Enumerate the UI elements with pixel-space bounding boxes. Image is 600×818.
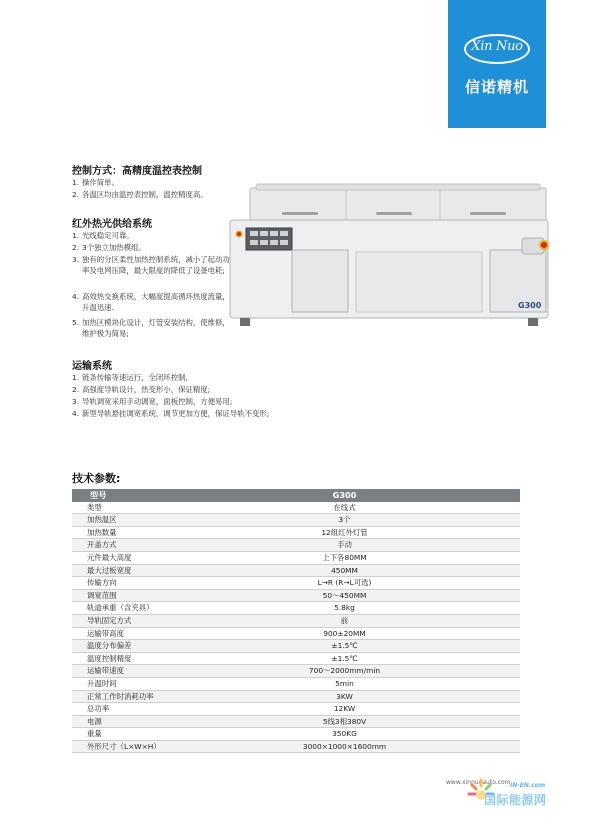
table-row (72, 728, 520, 741)
spec-value: 3个 (338, 515, 351, 525)
table-row (72, 565, 520, 578)
spec-table (72, 489, 520, 753)
table-row (72, 741, 520, 754)
list-item: 2. 各温区均由温控表控制，温控精度高。 (72, 190, 208, 199)
spec-label: 重量 (87, 729, 102, 739)
table-row (72, 602, 520, 615)
spec-value: 12组红外灯管 (321, 527, 368, 537)
spec-value: 前 (340, 615, 349, 625)
table-row (72, 628, 520, 641)
table-row (72, 552, 520, 565)
list-item: 3. 独有的分区柔性加热控制系统，减小了起动功率及电网压降，最大限度的降低了设备电耗; (72, 255, 230, 276)
spec-label: 开盖方式 (87, 540, 117, 550)
spec-label: 温度分布偏差 (87, 641, 132, 651)
watermark-en: IN-EN.com (510, 782, 546, 789)
list-item: 1. 操作简单。 (72, 178, 119, 187)
spec-value: 350KG (332, 729, 357, 739)
spec-value: 5min (335, 678, 354, 688)
spec-value: 在线式 (333, 502, 356, 512)
section-title-transport: 运输系统 (72, 361, 112, 372)
spec-value: 手动 (337, 540, 352, 550)
spec-value: 450MM (331, 565, 358, 575)
spec-value: ±1.5℃ (331, 641, 358, 651)
table-row (72, 640, 520, 653)
table-row (72, 502, 520, 515)
list-item: 3. 导轨调宽采用手动调宽，面板控制，方便易用; (72, 397, 233, 406)
spec-label: 导轨固定方式 (87, 615, 132, 625)
list-item: 4. 新型导轨悬挂调宽系统，调节更加方便，保证导轨不变形; (72, 409, 270, 418)
table-row (72, 615, 520, 628)
table-row (72, 703, 520, 716)
footer-url: www.xinnuoauto.com (446, 779, 511, 786)
brand-logo (448, 0, 546, 128)
section-title-control: 控制方式：高精度温控表控制 (72, 166, 202, 177)
list-item: 4. 高效热交换系统，大幅度提高循环热度流量，升温迅速. (72, 292, 230, 313)
table-row (72, 514, 520, 527)
table-row (72, 691, 520, 704)
machine-photo (222, 182, 564, 330)
table-row (72, 653, 520, 666)
spec-label: 电源 (87, 716, 102, 726)
spec-value: 5.8kg (334, 603, 355, 613)
spec-label: 总功率 (87, 704, 110, 714)
spec-label: 轨道承重（含夹具） (87, 603, 154, 613)
list-item: 2. 高强度导轨设计，热变形小，保证精度; (72, 385, 211, 394)
spec-label: 升温时间 (87, 678, 117, 688)
spec-label: 调宽范围 (87, 590, 117, 600)
spec-label: 运输带速度 (87, 666, 124, 676)
spec-value: L→R (R→L可选) (317, 578, 372, 588)
table-row (72, 577, 520, 590)
machine-model-label: G300 (518, 301, 542, 310)
spec-value: 50～450MM (322, 590, 367, 600)
table-row (72, 678, 520, 691)
list-item: 2. 3个独立加热模组。 (72, 243, 146, 252)
table-row (72, 539, 520, 552)
spec-label: 类型 (87, 502, 102, 512)
spec-value: 3KW (336, 691, 353, 701)
spec-value: 12KW (333, 704, 356, 714)
table-row (72, 716, 520, 729)
brand-name-en: Xin Nuo (471, 39, 523, 54)
spec-label: 外形尺寸（L×W×H） (87, 741, 161, 751)
spec-value: 上下各80MM (322, 552, 367, 562)
spec-label: 最大过板宽度 (87, 565, 132, 575)
spec-label: 正常工作时消耗功率 (87, 691, 154, 701)
table-row (72, 590, 520, 603)
spec-label: 加热温区 (87, 515, 117, 525)
spec-value: 900±20MM (323, 628, 366, 638)
list-item: 5. 加热区模块化设计，灯管安装结构，使维修，维护极为简易; (72, 318, 230, 339)
list-item: 1. 链条传输等速运行，全闭环控制, (72, 373, 188, 382)
spec-value: 5线3相380V (322, 716, 367, 726)
spec-label: 加热数量 (87, 527, 117, 537)
spec-label: 元件最大高度 (87, 552, 132, 562)
section-title-infrared: 红外热光供给系统 (72, 219, 152, 230)
list-item: 1. 光线稳定可靠。 (72, 231, 134, 240)
spec-value: ±1.5℃ (331, 653, 358, 663)
spec-label: 传输方向 (87, 578, 117, 588)
spec-header-row: 型号 G300 (72, 489, 520, 502)
brand-name-cn: 信诺精机 (464, 78, 529, 96)
spec-label: 温度控制精度 (87, 653, 132, 663)
spec-value: 3000×1000×1600mm (302, 741, 387, 751)
table-row (72, 665, 520, 678)
spec-label: 运输带高度 (87, 628, 124, 638)
spec-title: 技术参数: (72, 472, 121, 485)
table-row (72, 527, 520, 540)
watermark-cn: 国际能源网 (484, 793, 547, 807)
spec-value: 700～2000mm/min (308, 666, 381, 676)
